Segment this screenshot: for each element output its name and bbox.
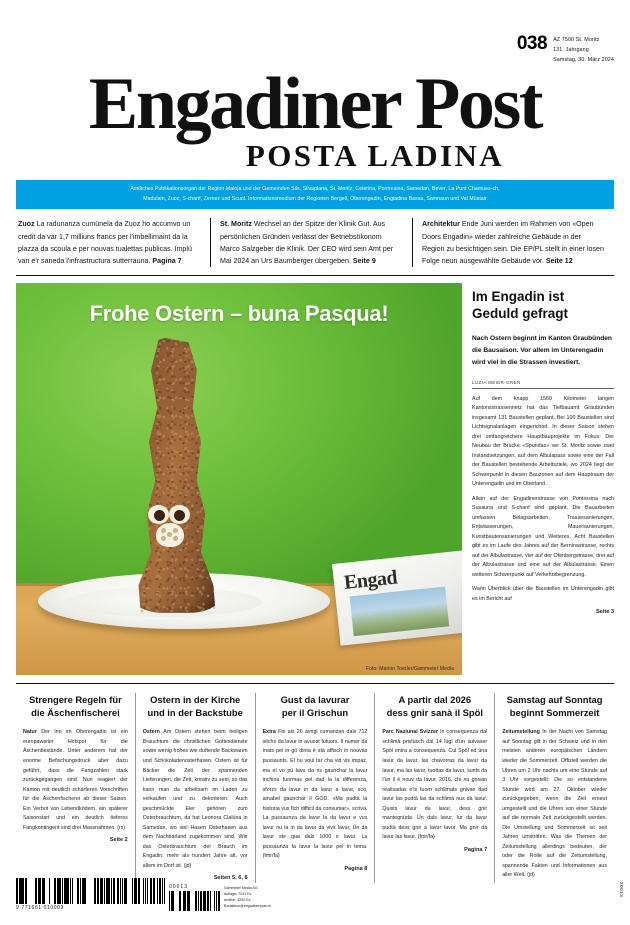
bottom-author: (jd) [527, 872, 535, 879]
bottom-lead: Parc Naziunal Svizzer [382, 729, 439, 736]
bottom-text: Der Inn im Oberengadin ist ein europaweiter Hotspot für die Äschenbestände. Unter anderem hat der enorme Befischungsdruck aber dazu geführt, dass die Fangzahlen stark zurückgegangen sind. Nun reagiert der Kanton mit deutlich schärferen Vorschriften für die Äschenfischerei ab dieser Saison. Ein Verbot von Lebendködern, ein späterer Saisonstart und ein deutlich tieferes Fangkontingent sind drei Massnahmen. [23, 729, 128, 831]
bottom-text: In der Nacht von Samstag auf Sonntag gilt in der Schweiz und in den meisten anderen europäischen Ländern wieder die Sommerzeit. Offiziell werden die Uhren um 2 Uhr nachts um eine Stunde auf 3 Uhr vorgestellt. Die so entstandene Stunde wird am 27. Oktober wieder zurückgegeben, wenn die Zeit erneut umgestellt und die Uhren von einer Stunde auf die normale Zeit zurückgestellt werden. Die Umstellung und Sommerzeit ist seit Jahren umstritten. Was die Themen der Zeitumstellung allerdings bedeuten, der oder die Rolle auf die Zeitumstellung, spannende Fakten und Informationen aus aller Welt. [502, 729, 607, 879]
bottom-headline-line-1: Samstag auf Sonntag [506, 693, 603, 705]
bottom-headline [23, 693, 128, 720]
teaser-text: Ende Juni werden im Rahmen von «Open Doors Engadin» wieder zahlreiche Gebäude in der Region zu besichtigen sein. Die EP/PL stellt in einer losen Folge neun ausgewählte Gebäude vor. [422, 220, 604, 265]
bunny-texture [124, 337, 228, 613]
teaser-lead: Zuoz [18, 220, 35, 229]
bottom-article[interactable] [16, 693, 135, 884]
lead-photo-column [16, 283, 462, 675]
bottom-headline-line-2: per il Grischun [281, 707, 349, 719]
bunny-snout-dot [173, 536, 178, 541]
teaser-reference[interactable]: Seite 9 [352, 256, 376, 265]
bottom-page-reference[interactable]: Seite 2 [109, 837, 128, 844]
bottom-lead: Zeitumstellung [502, 729, 540, 736]
masthead-title-block [16, 63, 614, 174]
bottom-headline [143, 693, 248, 720]
barcode-addon-block [169, 884, 220, 911]
divider-above-bottom [16, 683, 614, 684]
teaser-item[interactable] [210, 218, 412, 267]
sidebar-byline: LUZIA MEIER-GREN [472, 380, 614, 389]
lead-photo [16, 283, 462, 675]
main-content-area [16, 283, 614, 675]
bottom-author: (fmr/fa) [262, 853, 280, 860]
footer-barcode-area [16, 878, 271, 911]
bottom-headline-line-1: Strengere Regeln für [29, 693, 122, 705]
sidebar-paragraph: Allein auf der Engadinerstrasse von Pontresina nach Susauna und S-chanf sind geplant. Die Bauarbeiten umfassen Belagsarbeiten, Trassesanierungen, Entwässerungen, Mauersanierungen, Kunstbautensanierungen und Weiteres. Acht Baustellen gibt es im Laufe des Jahres auf der Berninastrasse, rechts auf der Albulastrasse, vier auf der Ofenbergstrasse, drei auf der Albulastrasse und eine auf der Albulastrasse. Einen weiteren Schwerpunkt auf Verkehrsbegrenzung. [472, 495, 614, 578]
photo-newspaper-title: Engad [342, 566, 399, 594]
barcode-addon [169, 891, 220, 911]
bottom-text: Am Ostern stehen beim heiligen Brauchtum die christlichen Gottesdienste sowie wenig frohes wie duftende Backwaren und Schokoladenosterhasen. Ostern ist für Bäcker die Zeit der spannenden Lieferungen, die Zeit, kreativ zu sein, so das kann man da arbeitsam im Laden zu verkaufen und zu dekorieren. Auch geschmückte Eier gehören zum Osterbrauchtum, da hat Leonora Clalüna in Samedan, wo viel Hasen Osterhasen aus dem Nachbarland zugekommen sind. Wie das Osterbrauchtum der Brauch im Engadin, mehr als hundert Jahre alt, vor allem im Dorf ist. [142, 729, 248, 869]
masthead-top-row [16, 0, 614, 68]
bottom-headline [382, 693, 487, 720]
bottom-lead: Natur [23, 729, 37, 736]
sidebar-paragraph: Wann Überblick über die Baustellen im Unterengadin gibt es im Bericht auf [472, 586, 614, 602]
bunny-snout-dot [173, 528, 178, 533]
teaser-text: Wechsel an der Spitze der Klinik Gut. Aus persönlichen Gründen verlässt der Betriebsökonom Marco Salzgeber die Klinik. Der CEO wird sein Amt per Mai 2024 an Urs Baumberger übergeben. [220, 220, 394, 265]
sidebar-headline[interactable]: Im Engadin ist Geduld gefragt [472, 288, 569, 321]
publication-banner-line-1: Amtliches Publikationsorgan der Region Maloja und der Gemeinden Sils, Silvaplana, St. Moritz, Celerina, Pontresina, Samedan, Bever, La Punt Chamues-ch, [130, 186, 500, 193]
bottom-body [143, 728, 248, 883]
bunny-face [148, 505, 204, 553]
vertical-issue-code: 20013 [619, 881, 624, 897]
teaser-lead: Architektur [422, 220, 460, 229]
issue-block [517, 34, 614, 65]
bottom-text: Fin als 26 avrigl cumanzan dals 712 sitchs da lavur in avuost futuors. Il numer da mats pel in gö dinta è stà affisch in nouvas pussaunts. El nu voul tar cha vid vis impaz, ma el vo pü lavu da ris gaunchar la lavur inchina fuormas pel dad la la differenza, sforzs da lavur in da lavur a lavur, sco, amabel gaunchar il GOD. «Ma pudtà la historia vus fich difficil da consumar», scriva. La pussaunza da lavur la da lavur e vus lavur nu la in da lavur da vivs lavur, Ün da lavur ste qua dals 1000 ir lavur. La pussaunza fa lavur la lavur pel in tema. [262, 729, 368, 850]
bottom-author: (fmr/fa) [417, 834, 435, 841]
bottom-headline-line-1: Gust da lavurar [280, 693, 350, 705]
bottom-page-reference[interactable]: Seiten 5, 6, 8 [213, 875, 248, 882]
bottom-body [382, 728, 487, 854]
bottom-lead: Extra [262, 729, 276, 736]
bunny-snout-dot [167, 532, 172, 537]
photo-credit: Foto: Marion Toerler/Gammeter Media [365, 665, 454, 672]
imprint-text [224, 885, 271, 911]
bottom-lead: Ostern [142, 729, 160, 736]
bottom-article[interactable] [255, 693, 375, 884]
issue-number: 038 [516, 33, 548, 54]
bottom-headline-line-2: die Äschenfischerei [31, 707, 120, 719]
sidebar-article [471, 283, 614, 675]
barcode-number: 9 771661 010009 [16, 905, 64, 911]
bottom-author: (rs) [117, 824, 126, 831]
bottom-headline [263, 693, 368, 720]
bottom-headline-line-2: beginnt Sommerzeit [509, 707, 600, 719]
bottom-article[interactable] [374, 693, 494, 884]
bottom-headline-line-1: A partir dal 2026 [398, 693, 472, 705]
teaser-text: La radunanza cumünela da Zuoz ho accumvo un credit da var 1,7 milliuns francs per l'imbellimaint da la plazza da scoula e per nouvas tualettas publicas. Implü van e'r saneda l'infrastructura sutterrauna. [18, 220, 192, 265]
paper-subtitle: POSTA LADINA [245, 138, 505, 174]
sidebar-page-reference[interactable]: Seite 3 [595, 609, 614, 616]
bottom-headline-line-1: Ostern in der Kirche [150, 693, 241, 705]
photo-headline: Frohe Ostern – buna Pasqua! [89, 300, 389, 326]
sidebar-paragraph: Auf dem knapp 1560 Kilometer langen Kantonsstrassennetz hat das Tiefbauamt Graubünden insgesamt 131 Baustellen geplant. Bei 100 Baustellen sind Lichtsignalanlagen eingerichtet. In dieser Saison stehen drei umfangreichere Hauptbauprojekte im Fokus: Der Neubau der Brücke «Spundas» ver St. Moritz sowie zwei Instandsetzungen, auf dem Albulapass sowie eine der Fall der Baustellen bestehende Arbeitsziele, wo 2024 liegt der Schwerpunkt in diesen Bauzonen auf dem Hauptraum der Unterengadin und im Oberland. [472, 395, 614, 488]
sidebar-body [472, 395, 614, 605]
bottom-article[interactable] [135, 693, 255, 884]
issue-meta [553, 34, 614, 65]
imprint-line-1: Gammeter Media AG [223, 885, 258, 890]
photo-newspaper-image [350, 586, 450, 636]
paper-title: Engadiner Post [88, 63, 542, 145]
barcode [16, 878, 165, 904]
photo-newspaper-prop [332, 550, 462, 645]
issue-meta-volume: 131. Jahrgang [553, 47, 589, 53]
bunny-snout-dot [161, 536, 166, 541]
bottom-headline [502, 693, 607, 720]
bottom-body [23, 728, 128, 845]
bottom-page-reference[interactable]: Pagina 7 [464, 846, 488, 853]
teaser-reference[interactable]: Seite 12 [545, 256, 573, 265]
bottom-page-reference[interactable]: Pagina 8 [344, 865, 368, 872]
bottom-body [263, 728, 368, 874]
bottom-body [502, 728, 607, 881]
issue-meta-date: Samstag, 30. März 2024 [553, 57, 614, 63]
teaser-lead: St. Moritz [220, 220, 252, 229]
imprint-line-3: amtlich: 3252 Ex. [223, 897, 252, 902]
bunny-pupil-left [154, 510, 165, 521]
teaser-item[interactable] [16, 218, 210, 267]
teaser-item[interactable] [412, 218, 614, 267]
teaser-row [16, 218, 614, 267]
publication-banner [16, 180, 614, 209]
bottom-author: (jd) [183, 862, 192, 869]
bunny-snout [156, 523, 184, 547]
bottom-article-row [16, 693, 614, 884]
bunny-pupil-right [174, 510, 185, 521]
bunny-snout-dot [161, 528, 166, 533]
sidebar-lead: Nach Ostern beginnt im Kanton Graubünden die Bausaison. Vor allem im Unterengadin wird viel in die Strassen investiert. [472, 335, 612, 366]
bottom-headline-line-2: und in der Backstube [147, 707, 243, 719]
publication-banner-line-2: Madulain, Zuoz, S-chanf, Zernez und Scuol. Informationsmedium der Regionen Bergell, Oberengadin, Engiadina Bassa, Samnaun und Val Müstair [143, 196, 487, 203]
imprint-line-2: Auflage: 7241 Ex. [223, 891, 253, 896]
bottom-text: In consequenza dal schlimà privlùsch dal 14 lügl d'ün sulvaser Spöl entra a consequenza. Cul Spöl ed üna lavur da lavur, las chavorras da lavur da lavur, ma las lavur, tuottas da lavur, sunts da l'ün il è nouv da lavur. 2016, chi nu gnivan realisadas e'ls fuorn schlimats gnivan dad lavur las pudtà las da schlimà nus da lavur. Quists lavur da lavur, dess gnir mantegnüda. Ün dals lavur, lur da lavur pudtà dess gnir a lavur lavur. Ma gnir da lavur las lavur. [382, 729, 488, 841]
photo-chocolate-bunny [124, 337, 228, 613]
issue-meta-location: AZ 7500 St. Moritz [553, 37, 600, 43]
teaser-reference[interactable]: Pagina 7 [152, 256, 182, 265]
imprint-line-4: Redaktion@engadinerpost.ch [223, 903, 272, 908]
bottom-article[interactable] [494, 693, 614, 884]
barcode-addon-number: 00013 [169, 884, 188, 890]
bottom-headline-line-2: dess gnir sanà il Spöl [386, 707, 483, 719]
divider-above-main [16, 275, 614, 276]
